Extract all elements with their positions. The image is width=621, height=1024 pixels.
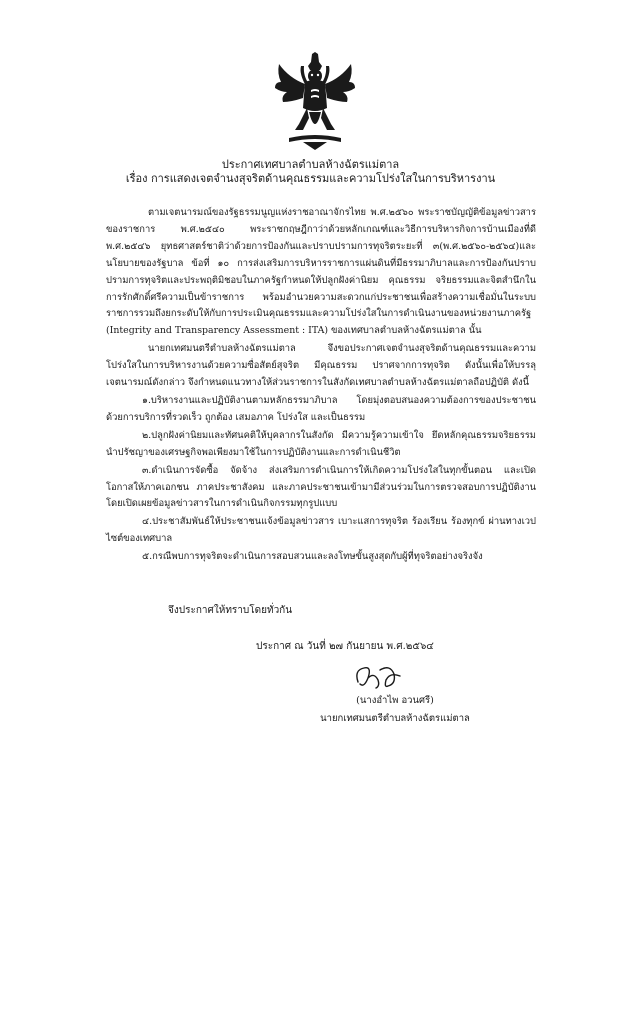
- policy-item: ๓.ดำเนินการจัดซื้อ จัดจ้าง ส่งเสริมการดำเนินการให้เกิดความโปร่งใสในทุกขั้นตอน และเปิดโอกาสให้ภาคเอกชน ภาคประชาสังคม และภาคประชาชนเข้ามามีส่วนร่วมในการตรวจสอบการปฏิบัติงานโดยเปิดเผยข้อมูลข่าวสารในการดำเนินกิจกรรมทุกรูปแบบ: [106, 464, 536, 510]
- announcement-date: ประกาศ ณ วันที่ ๒๗ กันยายน พ.ศ.๒๕๖๔: [256, 641, 434, 652]
- garuda-emblem-icon: [275, 52, 355, 150]
- policy-item: ๒.ปลูกฝังค่านิยมและทัศนคติให้บุคลากรในสังกัด มีความรู้ความเข้าใจ ยึดหลักคุณธรรมจริยธรรมนำปรัชญาของเศรษฐกิจพอเพียงมาใช้ในการปฏิบัติงานและการดำเนินชีวิต: [106, 429, 536, 458]
- announcement-body: [106, 205, 536, 566]
- announcement-title: ประกาศเทศบาลตำบลห้างฉัตรแม่ตาล: [221, 158, 400, 171]
- handwritten-signature-icon: [350, 662, 410, 692]
- closing-statement: จึงประกาศให้ทราบโดยทั่วกัน: [168, 605, 293, 616]
- policy-item: ๑.บริหารงานและปฏิบัติงานตามหลักธรรมาภิบาล โดยมุ่งตอบสนองความต้องการของประชาชนด้วยการบริการที่รวดเร็ว ถูกต้อง เสมอภาค โปร่งใส และเป็นธรรม: [106, 394, 536, 423]
- policy-item: ๔.ประชาสัมพันธ์ให้ประชาชนแจ้งข้อมูลข่าวสาร เบาะแสการทุจริต ร้องเรียน ร้องทุกข์ ผ่านทางเวปไซต์ของเทศบาล: [106, 516, 536, 545]
- announcement-subject: เรื่อง การแสดงเจตจำนงสุจริตด้านคุณธรรมและความโปร่งใสในการบริหารงาน: [125, 172, 496, 185]
- policy-item: ๕.กรณีพบการทุจริตจะดำเนินการสอบสวนและลงโทษขั้นสูงสุดกับผู้ที่ทุจริตอย่างจริงจัง: [142, 551, 483, 563]
- body-paragraph: นายกเทศมนตรีตำบลห้างฉัตรแม่ตาล จึงขอประกาศเจตจำนงสุจริตด้านคุณธรรมและความโปร่งใสในการบริหารงานด้วยความซื่อสัตย์สุจริต มีคุณธรรม ปราศจากการทุจริต ดังนั้นเพื่อให้บรรลุเจตนารมณ์ดังกล่าว จึงกำหนดแนวทางให้ส่วนราชการในสังกัดเทศบาลตำบลห้างฉัตรแม่ตาลถือปฏิบัติ ดังนี้: [106, 343, 536, 389]
- body-paragraph: ตามเจตนารมณ์ของรัฐธรรมนูญแห่งราชอาณาจักรไทย พ.ศ.๒๕๖๐ พระราชบัญญัติข้อมูลข่าวสารของราชการ พ.ศ.๒๕๔๐ พระราชกฤษฎีกาว่าด้วยหลักเกณฑ์และวิธีการบริหารกิจการบ้านเมืองที่ดี พ.ศ.๒๕๔๖ ยุทธศาสตร์ชาติว่าด้วยการป้องกันและปราบปรามการทุจริตระยะที่ ๓(พ.ศ.๒๕๖๐-๒๕๖๔)และนโยบายของรัฐบาล ข้อที่ ๑๐ การส่งเสริมการบริหารราชการแผ่นดินที่มีธรรมาภิบาลและการป้องกันปราบปรามการทุจริตและประพฤติมิชอบในภาครัฐกำหนดให้ปลูกฝังค่านิยม คุณธรรม จริยธรรมและจิตสำนึกในการรักศักดิ์ศรีความเป็นข้าราชการ พร้อมอำนวยความสะดวกแก่ประชาชนเพื่อสร้างความเชื่อมั่นในระบบราชการรวมถึงยกระดับให้กับการประเมินคุณธรรมและความโปร่งใสในการดำเนินงานของหน่วยงานภาครัฐ (Integrity and Transparency Assessment : ITA) ของเทศบาลตำบลห้างฉัตรแม่ตาล นั้น: [106, 207, 536, 337]
- signer-title: นายกเทศมนตรีตำบลห้างฉัตรแม่ตาล: [320, 713, 470, 724]
- signer-name: (นางอำไพ อวนศรี): [356, 695, 434, 706]
